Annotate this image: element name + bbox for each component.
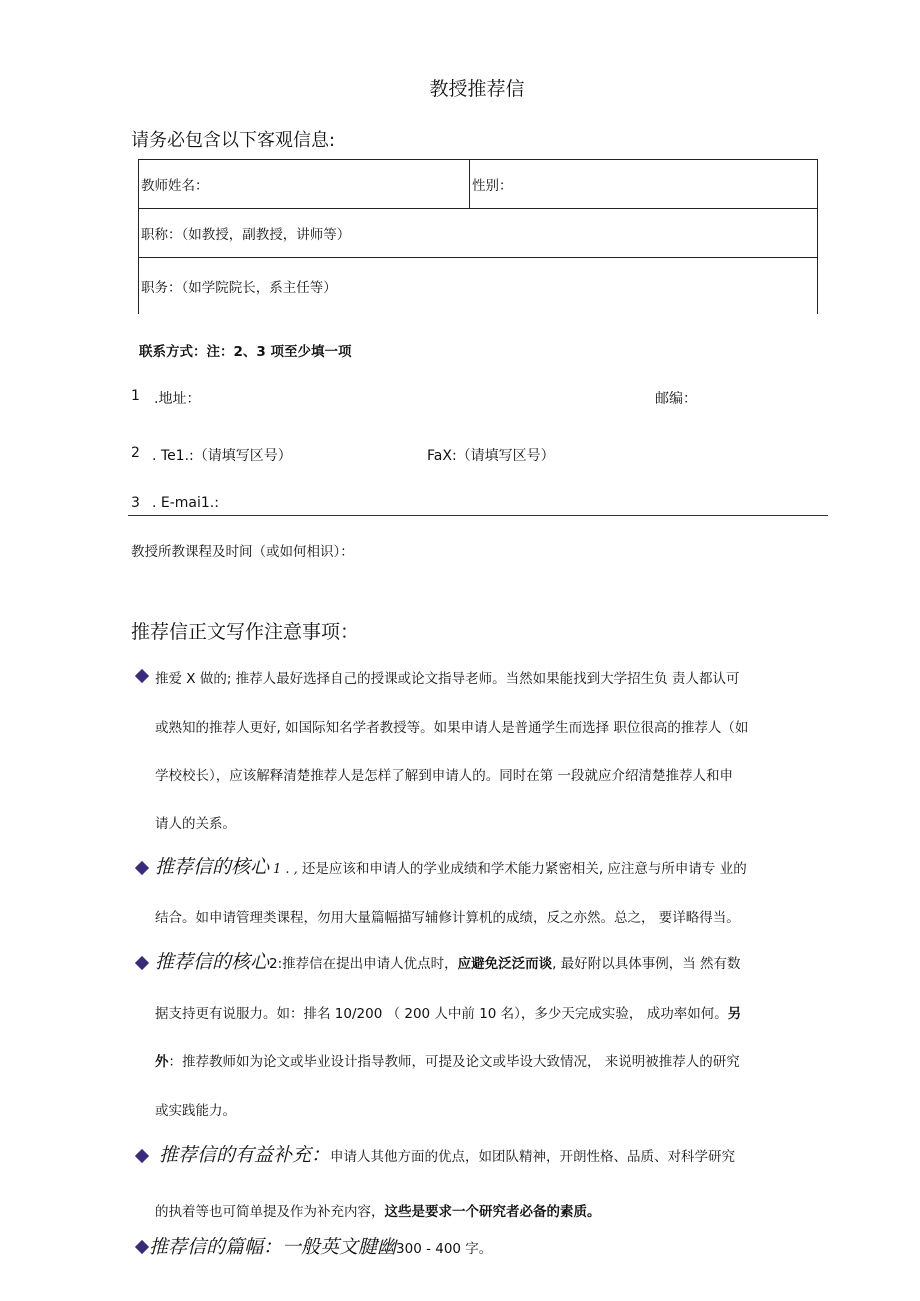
diamond-bullet-icon <box>135 861 149 875</box>
note2-lead: 推荐信的核心 <box>155 856 270 878</box>
note3-line2 <box>155 1002 741 1022</box>
note4-lead: 推荐信的有益补充： <box>159 1144 331 1166</box>
note3-lead: 推荐信的核心 <box>155 951 270 973</box>
note2-line1 <box>155 852 747 879</box>
gender-cell: 性别： <box>470 160 818 209</box>
note4-text2a: 的执着等也可简单提及作为补充内容， <box>155 1204 385 1220</box>
info-table <box>138 159 818 314</box>
title-cell: 职称：（如教授，副教授，讲师等） <box>139 209 818 258</box>
address-label: .地址： <box>154 391 201 407</box>
note3-text2b: 另 <box>727 1006 742 1022</box>
email-number: 3 <box>131 495 140 511</box>
diamond-bullet-icon <box>135 1149 149 1163</box>
diamond-bullet-icon <box>135 669 149 683</box>
note5-lead: 推荐信的篇幅：一般英文腱幽 <box>149 1236 397 1258</box>
note4-line2 <box>155 1200 601 1220</box>
note1-line1: 推爱 X 做的; 推荐人最好选择自己的授课或论文指导老师。当然如果能找到大学招生负 责人都认可 <box>155 671 740 687</box>
note2-text1: 还是应该和申请人的学业成绩和学术能力紧密相关, 应注意与所申请专 业的 <box>301 861 747 877</box>
note5-line <box>149 1232 492 1259</box>
address-number: 1 <box>131 388 140 404</box>
note3-line4: 或实践能力。 <box>155 1103 236 1119</box>
course-label: 教授所教课程及时间（或如何相识）： <box>131 544 354 560</box>
note2-mark: 1 . , <box>273 862 298 877</box>
note4-line1 <box>159 1140 735 1167</box>
teacher-name-cell: 教师姓名： <box>139 160 470 209</box>
page-title: 教授推荐信 <box>429 78 525 100</box>
note3-emphasis: 应避免泛泛而谈 <box>457 956 553 972</box>
note3-text3a: 外 <box>155 1054 169 1070</box>
note3-text1a: 2:推荐信在提出申请人优点时， <box>269 956 458 972</box>
note3-text3b: ：推荐教师如为论文或毕业设计指导教师，可提及论文或毕设大致情况， 来说明被推荐人的研究 <box>168 1054 740 1070</box>
note3-text1c: , 最好附以具体事例，当 然有数 <box>552 956 741 972</box>
note4-text1: 申请人其他方面的优点，如团队精神，开朗性格、品质、对科学研究 <box>330 1149 736 1165</box>
intro-heading: 请务必包含以下客观信息: <box>131 130 336 151</box>
postcode-label: 邮编： <box>655 391 697 407</box>
contact-label: 联系方式：注：2、3 项至少填一项 <box>139 344 352 360</box>
email-label: . E-mai1.: <box>152 495 219 511</box>
position-cell: 职务：（如学院院长，系主任等） <box>139 258 818 315</box>
tel-number: 2 <box>131 445 140 461</box>
tel-label: . Te1.:（请填写区号） <box>152 448 292 464</box>
notes-heading: 推荐信正文写作注意事项： <box>131 621 360 643</box>
note1-line3: 学校校长），应该解释清楚推荐人是怎样了解到申请人的。同时在第 一段就应介绍清楚推荐人和申 <box>155 768 734 784</box>
note1-line2: 或熟知的推荐人更好, 如国际知名学者教授等。如果申请人是普通学生而选择 职位很高的推荐人（如 <box>155 720 749 736</box>
divider-line <box>128 515 828 516</box>
note4-text2b: 这些是要求一个研究者必备的素质。 <box>384 1204 601 1220</box>
diamond-bullet-icon <box>135 956 149 970</box>
diamond-bullet-icon <box>135 1240 149 1254</box>
note2-line2: 结合。如申请管理类课程，勿用大量篇幅描写辅修计算机的成绩，反之亦然。总之， 要详略得当。 <box>155 910 740 926</box>
note1-line4: 请人的关系。 <box>155 816 236 832</box>
note3-text2a: 据支持更有说服力。如：排名 10/200 （ 200 人中前 10 名），多少天完成实验， 成功率如何。 <box>155 1006 728 1022</box>
fax-label: FaX:（请填写区号） <box>427 448 555 464</box>
note3-line1 <box>155 947 741 974</box>
note3-line3 <box>155 1050 740 1070</box>
note5-tail: 300 - 400 字。 <box>396 1241 493 1257</box>
